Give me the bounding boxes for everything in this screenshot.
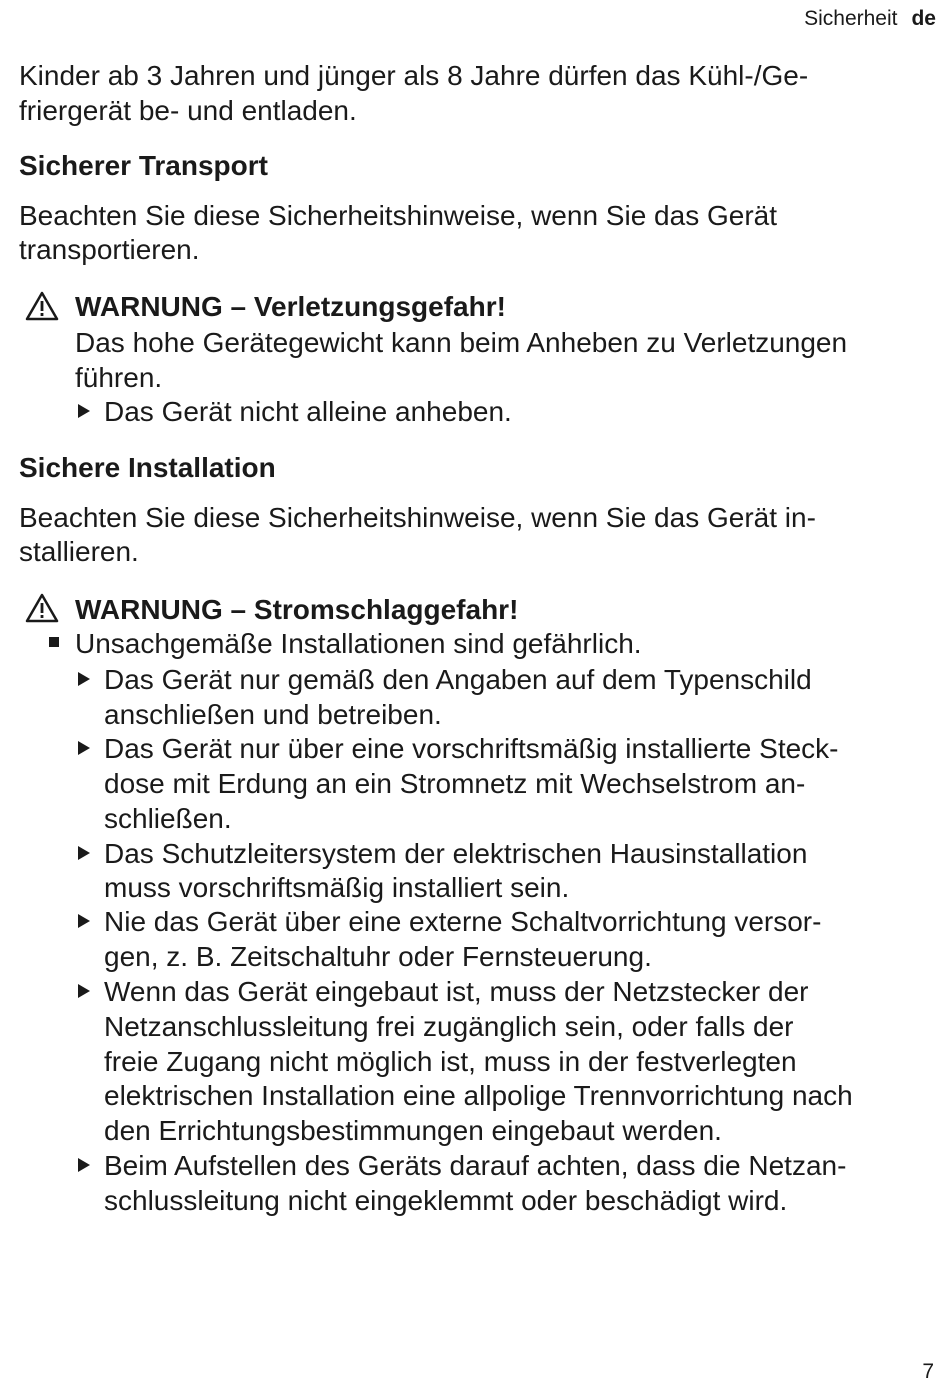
header-language: de xyxy=(911,7,936,30)
arrow-icon xyxy=(78,741,90,755)
arrow-icon xyxy=(78,1158,90,1172)
warning-text-injury-1: Das hohe Gerätegewicht kann beim Anheben zu Verletzungen xyxy=(75,327,848,358)
action-typeplate-1: Das Gerät nur gemäß den Angaben auf dem Typenschild xyxy=(104,664,812,695)
action-earthing-1: Das Schutzleitersystem der elektrischen Hausinstallation xyxy=(104,838,808,869)
installation-text-1: Beachten Sie diese Sicherheitshinweise, wenn Sie das Gerät in- xyxy=(19,502,816,533)
running-header xyxy=(804,7,936,31)
installation-text-2: stallieren. xyxy=(19,536,139,567)
arrow-icon xyxy=(78,846,90,860)
action-lift: Das Gerät nicht alleine anheben. xyxy=(104,396,512,427)
action-socket-2: dose mit Erdung an ein Stromnetz mit Wechselstrom an- xyxy=(104,768,806,799)
action-cable-1: Beim Aufstellen des Geräts darauf achten, dass die Netzan- xyxy=(104,1150,847,1181)
action-cable-2: schlussleitung nicht eingeklemmt oder beschädigt wird. xyxy=(104,1185,788,1216)
arrow-icon xyxy=(78,914,90,928)
action-socket-1: Das Gerät nur über eine vorschriftsmäßig installierte Steck- xyxy=(104,733,839,764)
header-section: Sicherheit xyxy=(804,7,898,30)
heading-transport: Sicherer Transport xyxy=(19,150,268,181)
warning-triangle-icon xyxy=(25,291,59,321)
action-plug-4: elektrischen Installation eine allpolige Trennvorrichtung nach xyxy=(104,1080,853,1111)
action-typeplate-2: anschließen und betreiben. xyxy=(104,699,442,730)
page-number: 7 xyxy=(922,1360,934,1383)
action-switch-2: gen, z. B. Zeitschaltuhr oder Fernsteuerung. xyxy=(104,941,652,972)
arrow-icon xyxy=(78,672,90,686)
action-plug-5: den Errichtungsbestimmungen eingebaut werden. xyxy=(104,1115,722,1146)
bullet-square-icon xyxy=(49,637,59,647)
transport-text-2: transportieren. xyxy=(19,234,200,265)
warning-title-injury: WARNUNG – Verletzungsgefahr! xyxy=(75,291,506,322)
action-plug-2: Netzanschlussleitung frei zugänglich sein, oder falls der xyxy=(104,1011,794,1042)
bullet-improper-installation: Unsachgemäße Installationen sind gefährlich. xyxy=(75,628,642,659)
arrow-icon xyxy=(78,404,90,418)
transport-text-1: Beachten Sie diese Sicherheitshinweise, wenn Sie das Gerät xyxy=(19,200,777,231)
action-socket-3: schließen. xyxy=(104,803,232,834)
warning-triangle-icon xyxy=(25,593,59,623)
action-plug-3: freie Zugang nicht möglich ist, muss in der festverlegten xyxy=(104,1046,797,1077)
action-earthing-2: muss vorschriftsmäßig installiert sein. xyxy=(104,872,570,903)
action-plug-1: Wenn das Gerät eingebaut ist, muss der Netzstecker der xyxy=(104,976,809,1007)
warning-text-injury-2: führen. xyxy=(75,362,163,393)
intro-line-2: friergerät be- und entladen. xyxy=(19,95,357,126)
warning-title-shock: WARNUNG – Stromschlaggefahr! xyxy=(75,594,519,625)
arrow-icon xyxy=(78,984,90,998)
intro-line-1: Kinder ab 3 Jahren und jünger als 8 Jahre dürfen das Kühl-/Ge- xyxy=(19,60,809,91)
action-switch-1: Nie das Gerät über eine externe Schaltvorrichtung versor- xyxy=(104,906,822,937)
heading-installation: Sichere Installation xyxy=(19,452,276,483)
